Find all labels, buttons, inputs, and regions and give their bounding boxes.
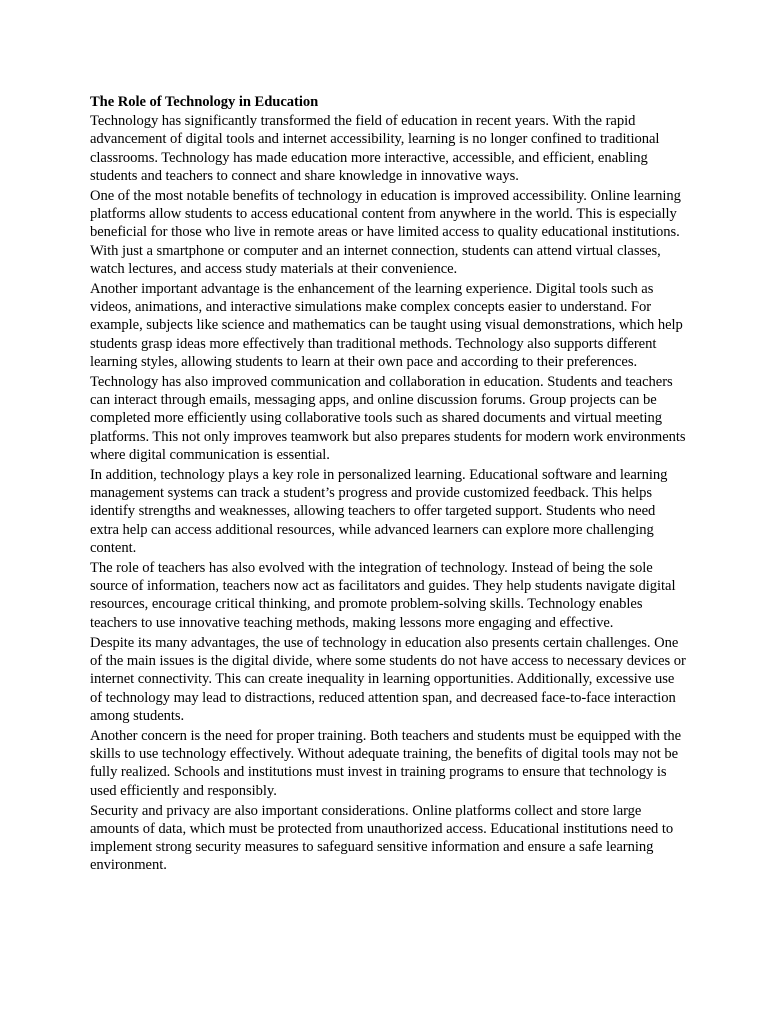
paragraph-8: Another concern is the need for proper training. Both teachers and students must be equipped with the skills to use technology effectively. Without adequate training, the benefits of digital tools may not be fully realized. Schools and institutions must invest in training programs to ensure that technology is used efficiently and responsibly. (90, 727, 682, 799)
paragraph-7: Despite its many advantages, the use of technology in education also presents certain challenges. One of the main issues is the digital divide, where some students do not have access to necessary devices or internet connectivity. This can create inequality in learning opportunities. Additionally, excessive use of technology may lead to distractions, reduced attention span, and decreased face-to-face interaction among students. (90, 634, 686, 724)
paragraph-5: In addition, technology plays a key role in personalized learning. Educational software and learning management systems can track a student’s progress and provide customized feedback. This helps identify strengths and weaknesses, allowing teachers to offer targeted support. Students who need extra help can access additional resources, while advanced learners can explore more challenging content. (90, 467, 668, 556)
document-body (90, 93, 686, 877)
paragraph-4: Technology has also improved communication and collaboration in education. Students and teachers can interact through emails, messaging apps, and online discussion forums. Group projects can be completed more efficiently using collaborative tools such as shared documents and virtual meeting platforms. This not only improves teamwork but also prepares students for modern work environments where digital communication is essential. (90, 374, 686, 463)
paragraph-9: Security and privacy are also important considerations. Online platforms collect and store large amounts of data, which must be protected from unauthorized access. Educational institutions need to implement strong security measures to safeguard sensitive information and ensure a safe learning environment. (90, 802, 674, 874)
paragraph-3: Another important advantage is the enhancement of the learning experience. Digital tools such as videos, animations, and interactive simulations make complex concepts easier to understand. For example, subjects like science and mathematics can be taught using visual demonstrations, which help students grasp ideas more effectively than traditional methods. Technology also supports different learning styles, allowing students to learn at their own pace and according to their preferences. (90, 281, 683, 370)
paragraph-1: Technology has significantly transformed the field of education in recent years. With the rapid advancement of digital tools and internet accessibility, learning is no longer confined to traditional classrooms. Technology has made education more interactive, accessible, and efficient, enabling students and teachers to connect and share knowledge in innovative ways. (90, 113, 660, 184)
document-title: The Role of Technology in Education (90, 94, 319, 110)
paragraph-6: The role of teachers has also evolved with the integration of technology. Instead of being the sole source of information, teachers now act as facilitators and guides. They help students navigate digital resources, encourage critical thinking, and promote problem-solving skills. Technology enables teachers to use innovative teaching methods, making lessons more engaging and effective. (90, 560, 676, 631)
paragraph-2: One of the most notable benefits of technology in education is improved accessibility. Online learning platforms allow students to access educational content from anywhere in the world. This is especially beneficial for those who live in remote areas or have limited access to quality educational institutions. With just a smartphone or computer and an internet connection, students can attend virtual classes, watch lectures, and access study materials at their convenience. (90, 188, 681, 277)
